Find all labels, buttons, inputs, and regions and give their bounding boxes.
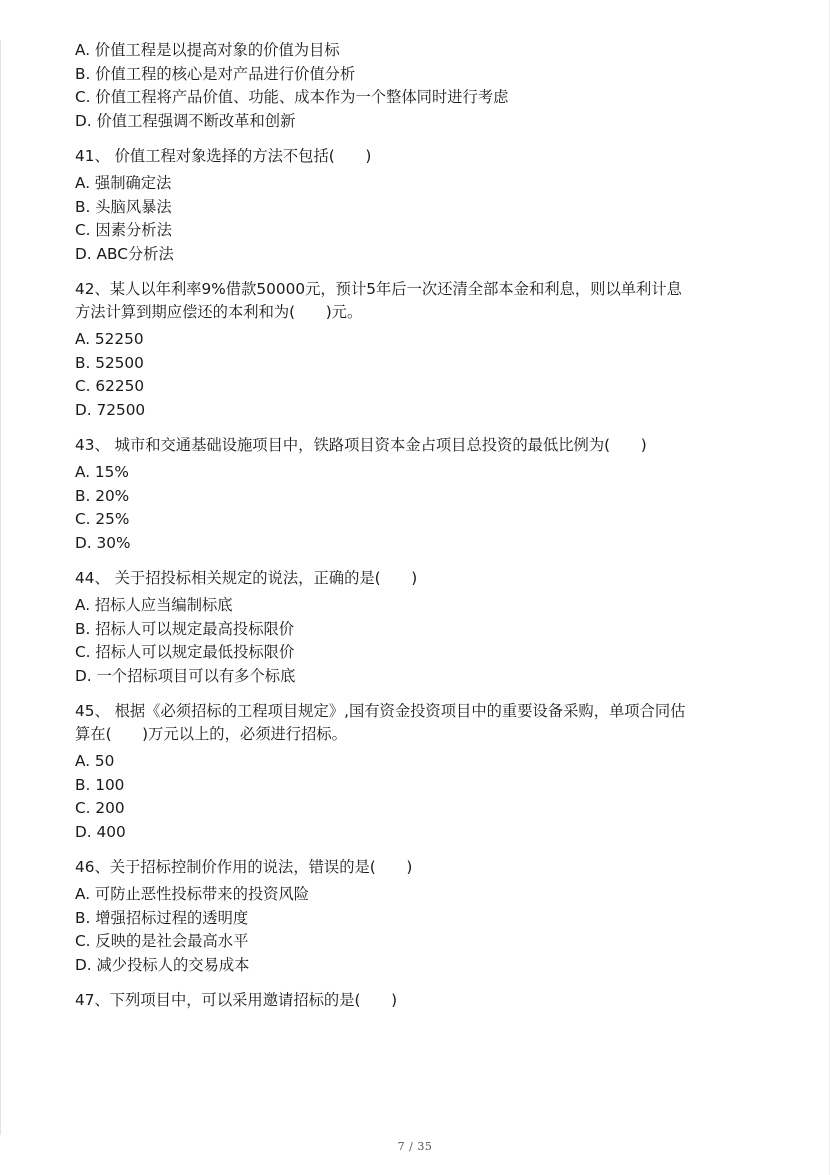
page-number: 7 / 35 [397,1140,433,1153]
question-45-options [75,750,755,844]
option-line: A. 价值工程是以提高对象的价值为目标 [75,41,340,59]
option-line: A. 52250 [75,330,144,348]
question-text: 方法计算到期应偿还的本利和为( )元。 [75,303,363,321]
question-text: 42、某人以年利率9%借款50000元，预计5年后一次还清全部本金和利息，则以单利计息 [75,280,682,298]
question-43 [75,434,755,457]
question-44-options [75,594,755,688]
question-46 [75,856,755,879]
option-line: D. 30% [75,533,131,552]
question-text: 41、 价值工程对象选择的方法不包括( ) [75,147,372,165]
option-line: A. 15% [75,463,129,481]
option-line: B. 头脑风暴法 [75,197,172,216]
question-text: 44、 关于招投标相关规定的说法，正确的是( ) [75,569,418,587]
option-line: D. ABC分析法 [75,244,174,263]
question-text: 45、 根据《必须招标的工程项目规定》,国有资金投资项目中的重要设备采购，单项合同估 [75,702,686,720]
question-47 [75,989,755,1012]
question-41-options [75,172,755,266]
option-line: D. 价值工程强调不断改革和创新 [75,111,296,130]
option-line: A. 强制确定法 [75,174,172,192]
option-line: C. 25% [75,510,130,528]
option-line: D. 一个招标项目可以有多个标底 [75,666,296,685]
question-46-options [75,883,755,977]
page-content [75,39,755,1016]
question-text: 46、关于招标控制价作用的说法，错误的是( ) [75,858,413,876]
option-line: D. 减少投标人的交易成本 [75,955,250,974]
option-line: A. 可防止恶性投标带来的投资风险 [75,885,310,903]
question-text: 算在( )万元以上的，必须进行招标。 [75,725,347,743]
question-text: 47、下列项目中，可以采用邀请招标的是( ) [75,991,398,1009]
option-line: C. 招标人可以规定最低投标限价 [75,643,295,661]
option-line: A. 50 [75,752,115,770]
option-line: C. 200 [75,799,125,817]
option-line: D. 400 [75,822,126,841]
option-line: B. 100 [75,775,125,794]
question-text: 43、 城市和交通基础设施项目中，铁路项目资本金占项目总投资的最低比例为( ) [75,436,647,454]
option-line: B. 增强招标过程的透明度 [75,908,249,927]
option-line: B. 价值工程的核心是对产品进行价值分析 [75,64,356,83]
option-line: D. 72500 [75,400,146,419]
question-43-options [75,461,755,555]
question-42 [75,278,755,324]
option-line: C. 反映的是社会最高水平 [75,932,249,950]
question-42-options [75,328,755,422]
option-line: B. 20% [75,486,130,505]
page-left-border [0,40,1,1135]
preceding-options [75,39,755,133]
option-line: C. 价值工程将产品价值、功能、成本作为一个整体同时进行考虑 [75,88,509,106]
question-44 [75,567,755,590]
option-line: C. 因素分析法 [75,221,172,239]
question-45 [75,700,755,746]
option-line: C. 62250 [75,377,145,395]
option-line: B. 52500 [75,353,144,372]
question-41 [75,145,755,168]
option-line: B. 招标人可以规定最高投标限价 [75,619,295,638]
option-line: A. 招标人应当编制标底 [75,596,233,614]
